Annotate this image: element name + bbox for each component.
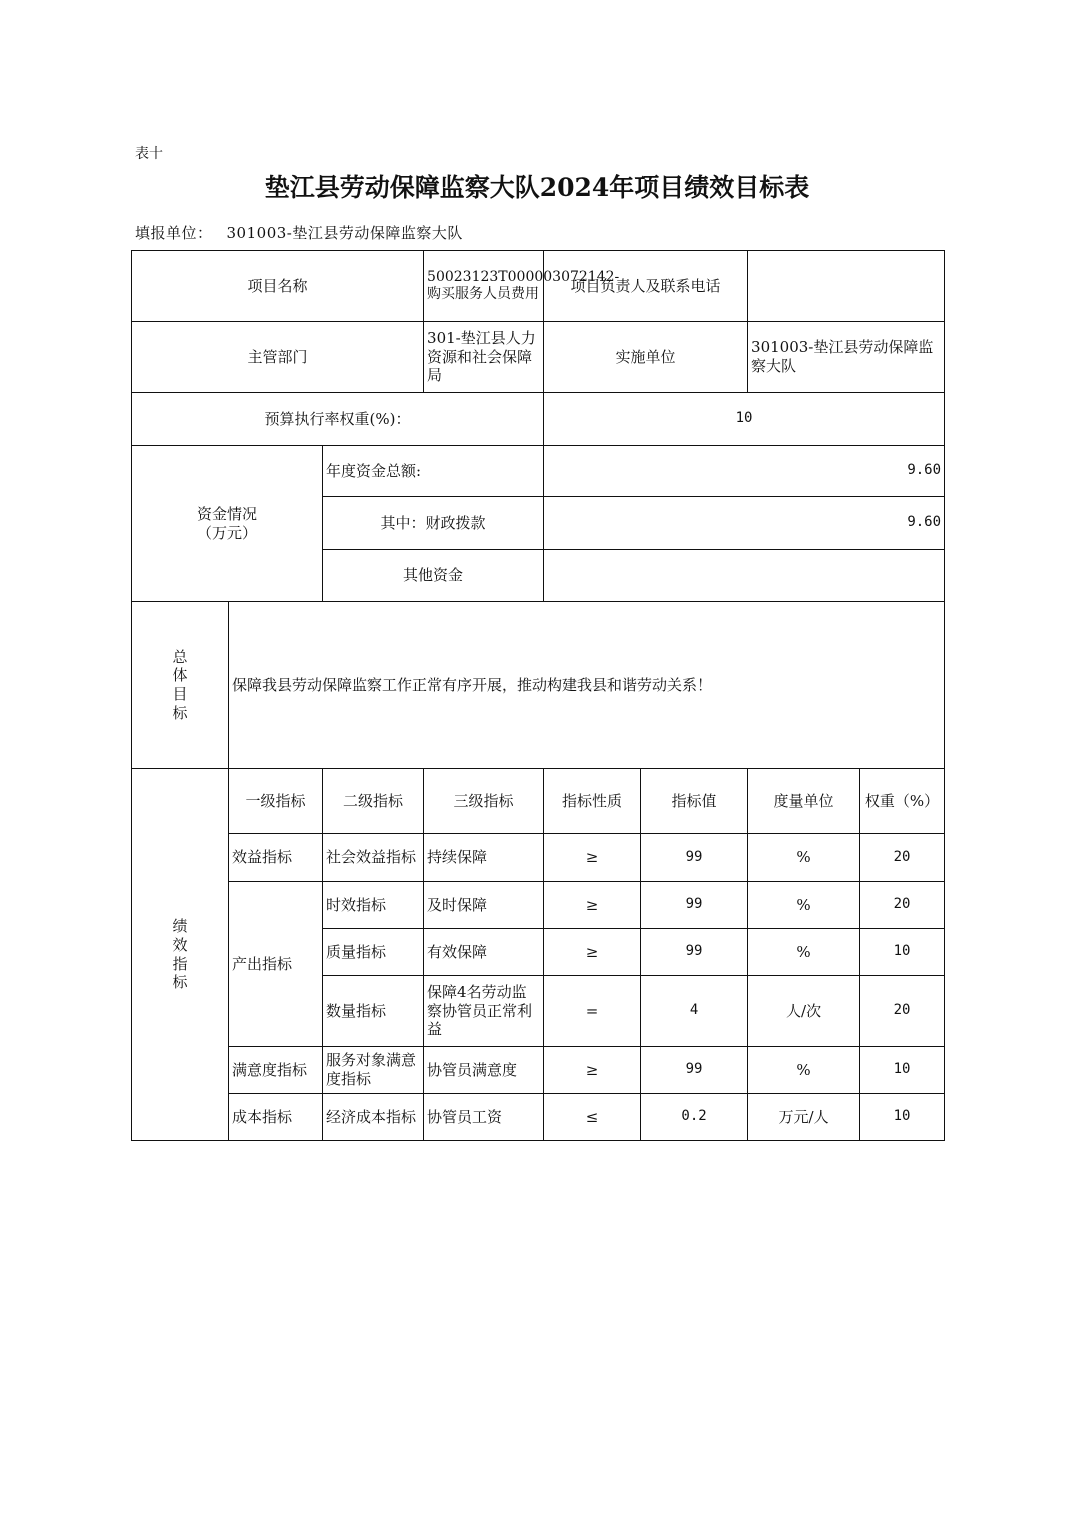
indicators-label	[132, 769, 229, 1141]
dept-value: 301-垫江县人力资源和社会保障局	[424, 322, 544, 393]
funds-total-label: 年度资金总额:	[323, 446, 544, 497]
nature-cell: ≥	[544, 834, 641, 882]
funds-label	[132, 446, 323, 602]
level1-cell: 满意度指标	[229, 1047, 323, 1094]
goal-label-char: 目	[172, 685, 188, 703]
weight-cell: 10	[860, 1047, 945, 1094]
leader-label: 项目负责人及联系电话	[544, 251, 748, 322]
level3-cell: 及时保障	[424, 882, 544, 929]
indicator-header-row	[132, 769, 945, 834]
filing-unit-label: 填报单位：	[135, 224, 213, 242]
header-unit: 度量单位	[748, 769, 860, 834]
funds-label-line2: （万元）	[196, 523, 257, 542]
header-value: 指标值	[641, 769, 748, 834]
level3-cell: 协管员满意度	[424, 1047, 544, 1094]
weight-cell: 20	[860, 834, 945, 882]
nature-cell: =	[544, 976, 641, 1047]
row-funds-total	[132, 446, 945, 497]
level2-cell: 时效指标	[323, 882, 424, 929]
goal-label-char: 标	[172, 703, 188, 722]
table-row	[132, 1047, 945, 1094]
funds-other-label: 其他资金	[323, 550, 544, 602]
unit-cell: %	[748, 882, 860, 929]
performance-target-table	[131, 250, 945, 1141]
leader-value	[748, 251, 945, 322]
budget-rate-value: 10	[544, 393, 945, 446]
funds-label-line1: 资金情况	[196, 504, 257, 523]
weight-cell: 10	[860, 1094, 945, 1141]
filing-unit	[135, 222, 463, 243]
level3-cell: 持续保障	[424, 834, 544, 882]
unit-cell: %	[748, 929, 860, 976]
filing-unit-value: 301003-垫江县劳动保障监察大队	[226, 224, 463, 242]
level1-cell: 效益指标	[229, 834, 323, 882]
unit-cell: 人/次	[748, 976, 860, 1047]
value-cell: 99	[641, 1047, 748, 1094]
row-project-name	[132, 251, 945, 322]
level2-cell: 数量指标	[323, 976, 424, 1047]
indicators-label-char: 标	[172, 973, 188, 992]
value-cell: 0.2	[641, 1094, 748, 1141]
table-row	[132, 834, 945, 882]
value-cell: 99	[641, 929, 748, 976]
funds-other-value	[544, 550, 945, 602]
level2-cell: 服务对象满意度指标	[323, 1047, 424, 1094]
level2-cell: 经济成本指标	[323, 1094, 424, 1141]
level3-cell: 协管员工资	[424, 1094, 544, 1141]
header-level2: 二级指标	[323, 769, 424, 834]
goal-label-char: 总	[172, 647, 188, 666]
weight-cell: 20	[860, 976, 945, 1047]
unit-cell: %	[748, 1047, 860, 1094]
page-title: 垫江县劳动保障监察大队2024年项目绩效目标表	[264, 173, 810, 202]
nature-cell: ≤	[544, 1094, 641, 1141]
impl-value: 301003-垫江县劳动保障监察大队	[748, 322, 945, 393]
row-budget-rate	[132, 393, 945, 446]
funds-total-value: 9.60	[544, 446, 945, 497]
project-name-label: 项目名称	[132, 251, 424, 322]
value-cell: 4	[641, 976, 748, 1047]
header-level3: 三级指标	[424, 769, 544, 834]
row-overall-goal	[132, 602, 945, 769]
nature-cell: ≥	[544, 882, 641, 929]
overall-goal-label	[132, 602, 229, 769]
nature-cell: ≥	[544, 929, 641, 976]
funds-fiscal-value: 9.60	[544, 497, 945, 550]
funds-fiscal-label: 其中：财政拨款	[323, 497, 544, 550]
level1-cell: 产出指标	[229, 882, 323, 1047]
header-level1: 一级指标	[229, 769, 323, 834]
table-row	[132, 1094, 945, 1141]
level2-cell: 社会效益指标	[323, 834, 424, 882]
indicators-label-char: 绩	[172, 917, 188, 935]
level3-cell: 有效保障	[424, 929, 544, 976]
overall-goal-text: 保障我县劳动保障监察工作正常有序开展，推动构建我县和谐劳动关系！	[229, 602, 945, 769]
unit-cell: %	[748, 834, 860, 882]
value-cell: 99	[641, 834, 748, 882]
weight-cell: 20	[860, 882, 945, 929]
header-nature: 指标性质	[544, 769, 641, 834]
level3-cell: 保障4名劳动监察协管员正常利益	[424, 976, 544, 1047]
indicators-label-char: 指	[172, 954, 188, 973]
goal-label-char: 体	[172, 666, 188, 685]
budget-rate-label: 预算执行率权重(%)：	[132, 393, 544, 446]
level2-cell: 质量指标	[323, 929, 424, 976]
unit-cell: 万元/人	[748, 1094, 860, 1141]
value-cell: 99	[641, 882, 748, 929]
indicators-label-char: 效	[172, 935, 188, 954]
table-number: 表十	[135, 146, 163, 162]
header-weight: 权重（%）	[860, 769, 945, 834]
nature-cell: ≥	[544, 1047, 641, 1094]
level1-cell: 成本指标	[229, 1094, 323, 1141]
weight-cell: 10	[860, 929, 945, 976]
dept-label: 主管部门	[132, 322, 424, 393]
table-row	[132, 882, 945, 929]
row-department	[132, 322, 945, 393]
impl-label: 实施单位	[544, 322, 748, 393]
project-name-value: 50023123T000003072142-购买服务人员费用	[424, 251, 544, 322]
